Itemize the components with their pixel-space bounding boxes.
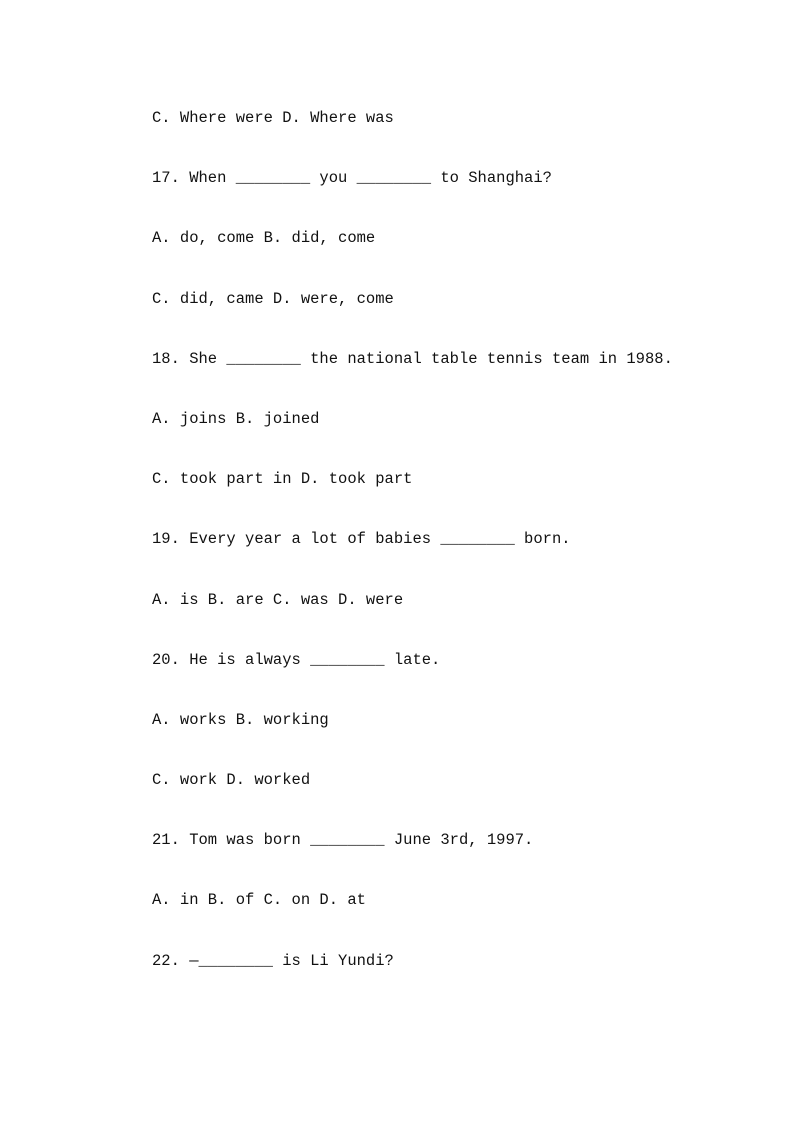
question-17: 17. When ________ you ________ to Shanghai? xyxy=(152,169,552,188)
option-line-20-ab: A. works B. working xyxy=(152,710,329,729)
option-line-17-ab: A. do, come B. did, come xyxy=(152,229,376,248)
question-21: 21. Tom was born ________ June 3rd, 1997. xyxy=(152,831,534,850)
option-line-20-cd: C. work D. worked xyxy=(152,771,311,790)
question-20: 20. He is always ________ late. xyxy=(152,650,441,669)
option-line-18-ab: A. joins B. joined xyxy=(152,409,320,428)
option-line-16-cd: C. Where were D. Where was xyxy=(152,109,394,127)
question-22: 22. —________ is Li Yundi? xyxy=(152,951,394,970)
option-line-18-cd: C. took part in D. took part xyxy=(152,470,413,489)
option-line-17-cd: C. did, came D. were, come xyxy=(152,289,394,308)
question-18: 18. She ________ the national table tennis team in 1988. xyxy=(152,349,673,368)
option-line-21: A. in B. of C. on D. at xyxy=(152,891,366,910)
question-19: 19. Every year a lot of babies ________ born. xyxy=(152,530,571,549)
option-line-19: A. is B. are C. was D. were xyxy=(152,590,404,609)
document-body xyxy=(152,88,752,991)
